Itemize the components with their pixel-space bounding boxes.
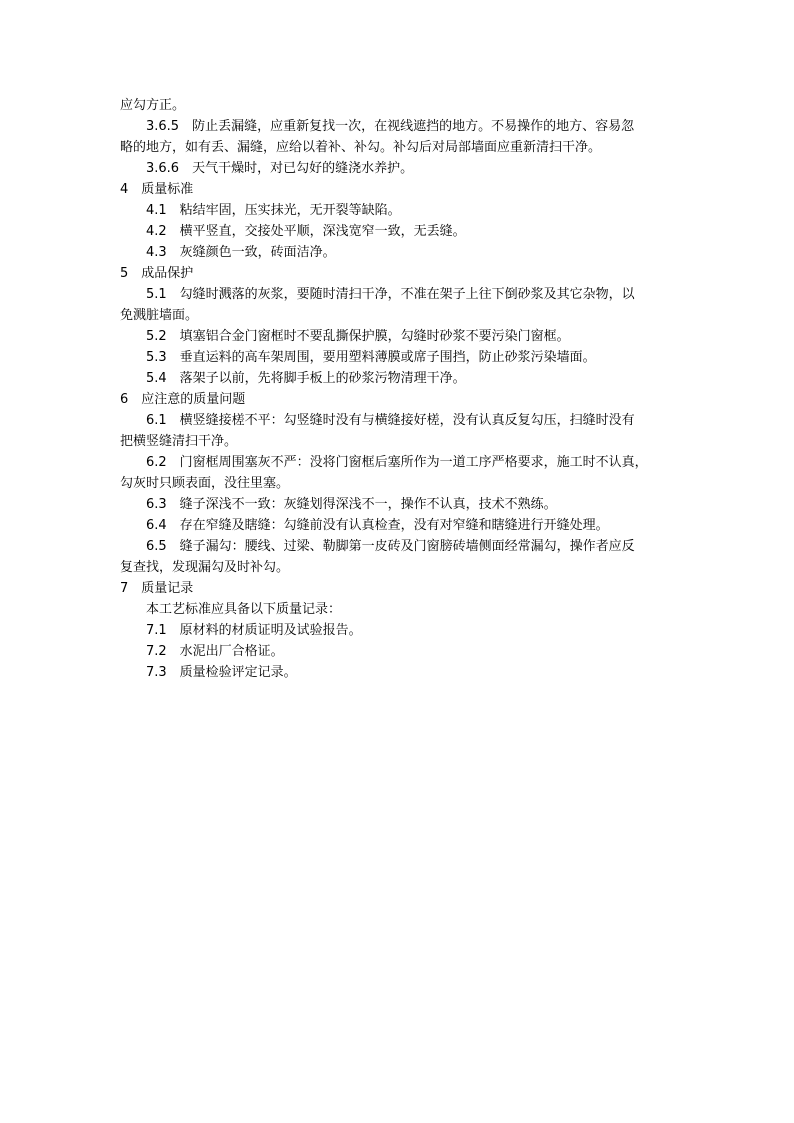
text-line: 7.3 质量检验评定记录。 xyxy=(146,665,297,680)
text-line: 4.1 粘结牢固，压实抹光，无开裂等缺陷。 xyxy=(146,203,401,218)
text-line: 本工艺标准应具备以下质量记录： xyxy=(146,602,342,617)
text-line: 4.2 横平竖直，交接处平顺，深浅宽窄一致，无丢缝。 xyxy=(146,224,466,239)
text-line: 3.6.5 防止丢漏缝，应重新复找一次，在视线遮挡的地方。不易操作的地方、容易忽 xyxy=(146,119,635,134)
text-line: 6.2 门窗框周围塞灰不严：没将门窗框后塞所作为一道工序严格要求，施工时不认真， xyxy=(146,455,648,470)
section-heading: 6 应注意的质量问题 xyxy=(120,392,246,407)
text-line: 应勾方正。 xyxy=(120,98,186,113)
text-line: 4.3 灰缝颜色一致，砖面洁净。 xyxy=(146,245,336,260)
text-line: 免溅脏墙面。 xyxy=(120,308,199,323)
text-line: 5.1 勾缝时溅落的灰浆，要随时清扫干净，不准在架子上往下倒砂浆及其它杂物，以 xyxy=(146,287,635,302)
section-heading: 7 质量记录 xyxy=(120,581,194,596)
text-line: 5.2 填塞铝合金门窗框时不要乱撕保护膜，勾缝时砂浆不要污染门窗框。 xyxy=(146,329,570,344)
text-line: 3.6.6 天气干燥时，对已勾好的缝浇水养护。 xyxy=(146,161,414,176)
text-line: 5.3 垂直运料的高车架周围，要用塑料薄膜或席子围挡，防止砂浆污染墙面。 xyxy=(146,350,596,365)
text-line: 6.1 横竖缝接槎不平：勾竖缝时没有与横缝接好槎，没有认真反复勾压，扫缝时没有 xyxy=(146,413,635,428)
text-line: 6.4 存在窄缝及瞎缝：勾缝前没有认真检查，没有对窄缝和瞎缝进行开缝处理。 xyxy=(146,518,609,533)
text-line: 复查找，发现漏勾及时补勾。 xyxy=(120,560,290,575)
text-line: 5.4 落架子以前，先将脚手板上的砂浆污物清理干净。 xyxy=(146,371,466,386)
text-line: 勾灰时只顾表面，没往里塞。 xyxy=(120,476,290,491)
text-line: 把横竖缝清扫干净。 xyxy=(120,434,238,449)
section-heading: 4 质量标准 xyxy=(120,182,194,197)
text-line: 7.2 水泥出厂合格证。 xyxy=(146,644,284,659)
section-heading: 5 成品保护 xyxy=(120,266,194,281)
text-line: 7.1 原材料的材质证明及试验报告。 xyxy=(146,623,362,638)
text-line: 6.5 缝子漏勾：腰线、过梁、勒脚第一皮砖及门窗膀砖墙侧面经常漏勾，操作者应反 xyxy=(146,539,635,554)
text-line: 略的地方，如有丢、漏缝，应给以着补、补勾。补勾后对局部墙面应重新清扫干净。 xyxy=(120,140,602,155)
text-line: 6.3 缝子深浅不一致：灰缝划得深浅不一，操作不认真，技术不熟练。 xyxy=(146,497,557,512)
